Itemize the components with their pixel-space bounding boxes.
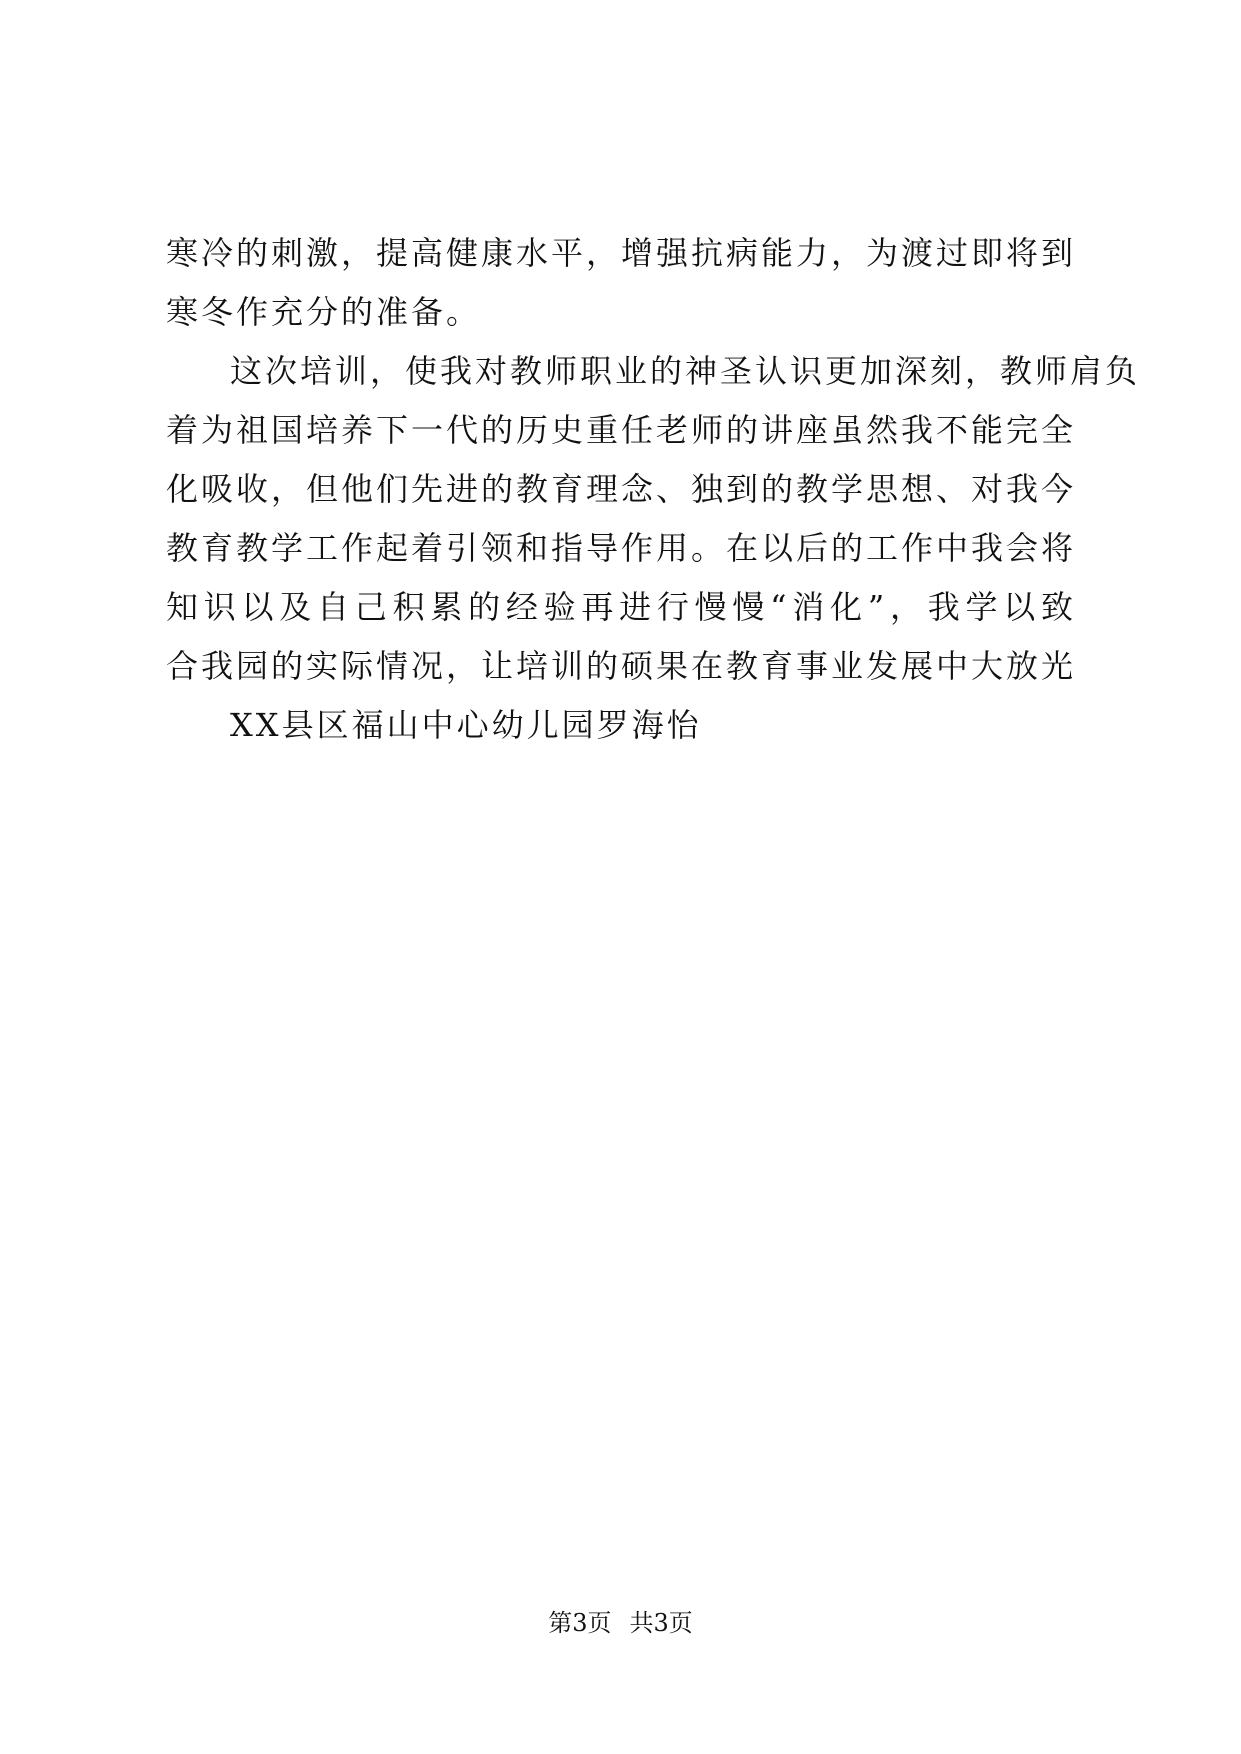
signature-line: XX县区福山中心幼儿园罗海怡 <box>230 706 702 744</box>
paragraph-line: 化吸收，但他们先进的教育理念、独到的教学思想、对我今 <box>166 470 1076 508</box>
paragraph-line: 知识以及自己积累的经验再进行慢慢“消化”，我学以致 <box>166 588 1076 626</box>
paragraph-line: 合我园的实际情况，让培训的硕果在教育事业发展中大放光 <box>166 647 1076 685</box>
page-number: 第3页 <box>548 1609 612 1637</box>
paragraph-line: 这次培训，使我对教师职业的神圣认识更加深刻，教师肩负 <box>230 352 1141 390</box>
paragraph-line: 着为祖国培养下一代的历史重任老师的讲座虽然我不能完全 <box>166 411 1076 449</box>
paragraph-line: 寒冷的刺激，提高健康水平，增强抗病能力，为渡过即将到 <box>166 234 1076 272</box>
page-total: 共3页 <box>629 1609 693 1637</box>
document-body <box>166 230 1141 761</box>
paragraph-line: 教育教学工作起着引领和指导作用。在以后的工作中我会将 <box>166 529 1076 567</box>
page-footer <box>0 1608 1241 1638</box>
paragraph-line: 寒冬作充分的准备。 <box>166 293 482 331</box>
